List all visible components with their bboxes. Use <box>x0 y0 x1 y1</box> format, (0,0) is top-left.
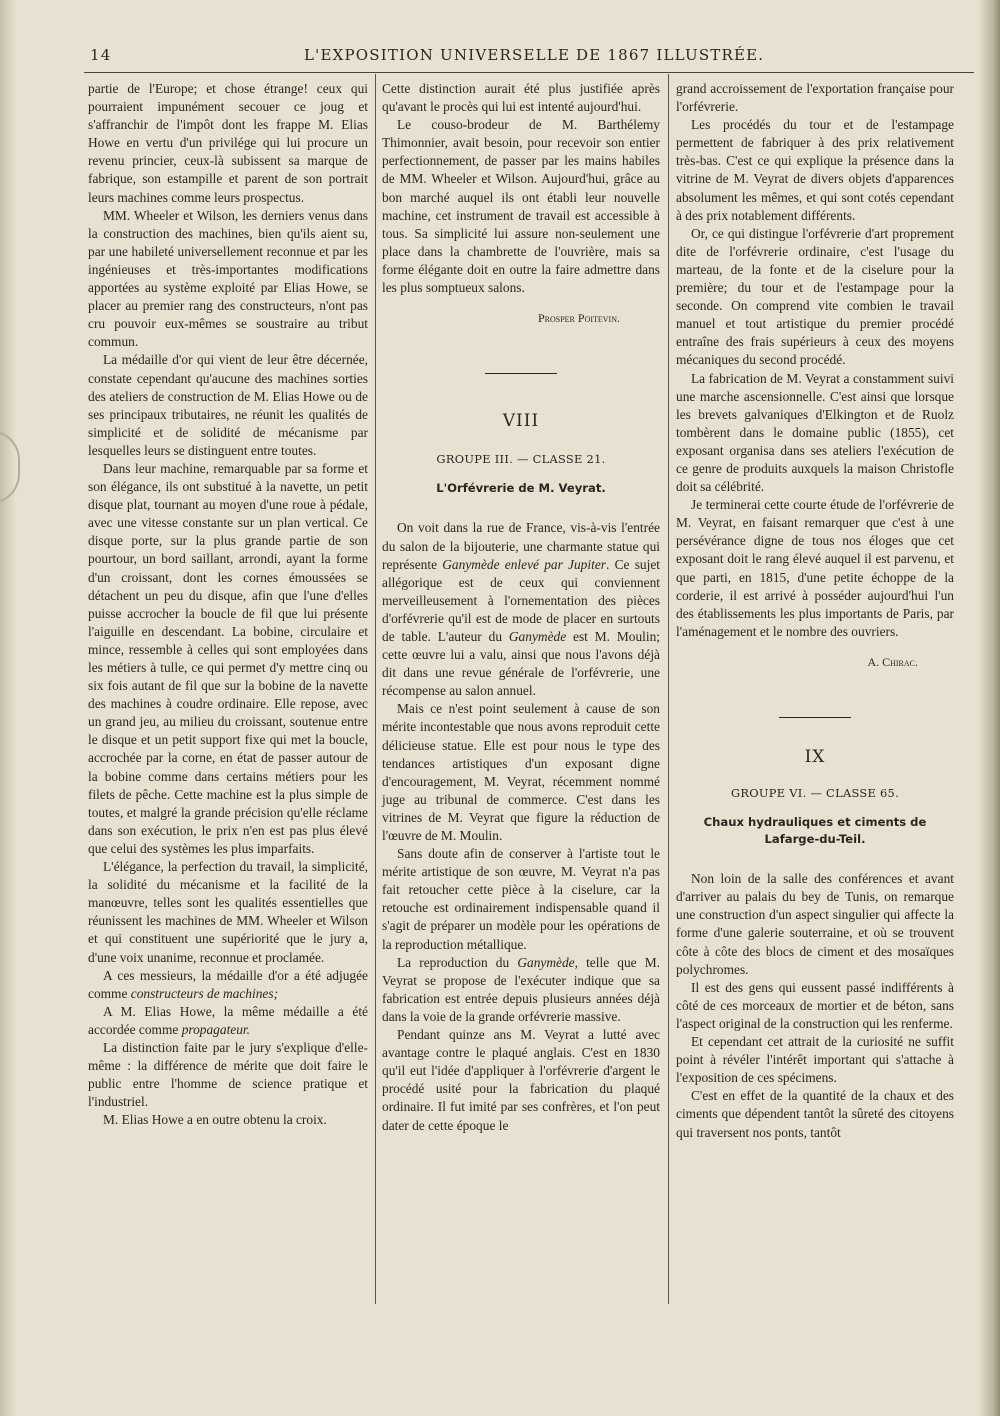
article-title: L'Orfévrerie de M. Veyrat. <box>436 481 606 496</box>
paragraph: Je terminerai cette courte étude de l'orfévrerie de M. Veyrat, en faisant remarquer que c'est à une persévérance digne de tous nos éloges que cet exposant doit le rang élevé auquel il est parvenu, et que parti, en 1815, d'une petite échoppe de la corderie, il est arrivé à posséder aujourd'hui l'un des établissements les plus importants de Paris, par l'aménagement et le nombre des ouvriers. <box>676 497 954 639</box>
paragraph <box>382 519 660 700</box>
paragraph: La distinction faite par le jury s'explique d'elle-même : la différence de mérite que doit faire le public entre l'homme de science pratique et l'industriel. <box>88 1039 368 1110</box>
text-run: On voit dans la rue de France, vis-à-vis l'entrée du salon de la bijouterie, une charmante statue qui représente <box>382 520 660 572</box>
author-signature: Prosper Poitevin. <box>537 311 620 326</box>
italic-run: Ganymède enlevé par Jupiter <box>442 556 606 572</box>
column-1 <box>88 80 368 1129</box>
article-title: Chaux hydrauliques et ciments de Lafarge-du-Teil. <box>703 815 927 847</box>
paragraph: Et cependant cet attrait de la curiosité ne suffit point à révéler l'intérêt important qui s'attache à l'exposition de ces spécimens. <box>676 1034 954 1086</box>
text-run: La reproduction du <box>397 954 518 970</box>
binding-gutter <box>978 0 1000 1416</box>
paragraph <box>88 967 368 1003</box>
section-rule <box>779 717 851 718</box>
section-number: IX <box>804 747 826 767</box>
paragraph: Mais ce n'est point seulement à cause de son mérite incontestable que nous avons reproduit cette délicieuse statue. Elle est pour nous le type des tendances artistiques d'un exposant digne d'encouragement, M. Veyrat, récemment nommé juge au tribunal de commerce. C'est dans les vitrines de M. Veyrat que figure la réduction de l'œuvre de M. Moulin. <box>382 701 660 843</box>
author-signature: A. Chirac. <box>867 654 918 669</box>
text-run: , telle que M. Veyrat se propose de l'exécuter indique que sa fabrication est entrée depuis plusieurs années déjà dans la voie de la grande orfévrerie massive. <box>382 954 660 1024</box>
italic-run: constructeurs de machines; <box>130 985 279 1001</box>
italic-run: Ganymède <box>508 628 567 644</box>
group-class-heading: GROUPE III. — CLASSE 21. <box>436 452 606 467</box>
paragraph: Sans doute afin de conserver à l'artiste tout le mérite artistique de son œuvre, M. Veyrat n'a pas fait retoucher cette pièce à la ciselure, car la retouche est ordinairement indispensable quand il s'agit de préparer un modèle pour les opérations de la reproduction métallique. <box>382 846 660 952</box>
paragraph: C'est en effet de la quantité de la chaux et des ciments que dépendent tantôt la sûreté des citoyens qui traversent nos ponts, tantôt <box>676 1088 954 1140</box>
text-run: A M. Elias Howe, la même médaille a été accordée comme <box>88 1003 368 1037</box>
paragraph <box>382 954 660 1026</box>
paragraph: Les procédés du tour et de l'estampage permettent de fabriquer à des prix relativement très-bas. C'est ce qui explique la présence dans la vitrine de M. Veyrat de divers objets d'apparences absolument les mêmes, et qui sont cotés cependant à des prix notablement différents. <box>676 117 954 223</box>
paragraph: Le couso-brodeur de M. Barthélemy Thimonnier, avait besoin, pour recevoir son entier perfectionnement, de passer par les mains habiles de MM. Wheeler et Wilson. Aujourd'hui, grâce au bon marché auquel ils ont établi leur nouvelle machine, cet instrument de travail est accessible à tous. Sa simplicité lui assure non-seulement une place dans la chambrette de l'ouvrière, mais sa forme élégante doit en outre la faire admettre dans les plus somptueux salons. <box>382 117 660 296</box>
section-number: VIII <box>502 411 540 432</box>
paragraph: Dans leur machine, remarquable par sa forme et son élégance, ils ont substitué à la navette, un petit disque plat, tournant au moyen d'une roue à pédale, avec une vitesse constante sur un plan vertical. Ce disque porte, sur la plus grande partie de son pourtour, un bord saillant, arrondi, ayant la forme d'un croissant, dont les cornes émoussées se détachent un peu du disque, afin que l'une d'elles puisse accrocher la boucle de fil que lui présente l'aiguille en descendant. La bobine, circulaire et mince, ressemble à celles qui sont employées dans les métiers à tulle, ce qui permet d'y mettre cinq ou six fois autant de fil que sur la bobine de la navette des machines à coudre ordinaire. Elle repose, avec un grand jeu, au milieu du croissant, soutenue entre le disque et un petit support fixe qui met la boucle, accrochée par la corne, en état de passer autour de la bobine comme dans certains métiers pour les filets de pêche. Cette machine est la plus simple de toutes, et malgré la grande précision qu'elle réclame dans son exécution, le prix n'en est pas plus élevé que celui des systèmes les plus imparfaits. <box>88 460 368 856</box>
paragraph: La fabrication de M. Veyrat a constamment suivi une marche ascensionnelle. C'est ainsi que lorsque les brevets galvaniques d'Elkington et de Ruolz tombèrent dans le domaine public (1855), cet exposant organisa dans ses ateliers l'exécution de ce genre de produits auxquels la maison Christofle doit sa célébrité. <box>676 370 954 495</box>
italic-run: propagateur. <box>181 1021 251 1037</box>
paragraph: MM. Wheeler et Wilson, les derniers venus dans la construction des machines, bien qu'ils aient su, par une habileté universellement reconnue et par les ingénieuses et très-importantes modifications apportées au système exploité par Elias Howe, se placer au premier rang des constructeurs, n'ont pas cru pouvoir eux-mêmes se soustraire au tribut commun. <box>88 207 368 350</box>
paragraph: partie de l'Europe; et chose étrange! ceux qui pourraient impunément secouer ce joug et s'affranchir de l'impôt dont les frappe M. Elias Howe en vertu d'un privilége qui lui procure un revenu princier, ceux-là subissent sa marque de fabrique, son estampille et parent de son portrait leurs machines comme leurs prospectus. <box>88 81 368 205</box>
text-run: A ces messieurs, la médaille d'or a été adjugée comme <box>88 967 368 1001</box>
paragraph: Pendant quinze ans M. Veyrat a lutté avec avantage contre le plaqué anglais. C'est en 1830 qu'il eut l'idée d'appliquer à l'orfévrerie d'argent le procédé usité pour la fabrication du plaqué ordinaire. Il fut imité par ses confrères, et l'on peut dater de cette époque le <box>382 1027 660 1133</box>
italic-run: Ganymède <box>517 954 575 970</box>
paragraph: Cette distinction aurait été plus justifiée après qu'avant le procès qui lui est intenté aujourd'hui. <box>382 81 660 115</box>
group-class-heading: GROUPE VI. — CLASSE 65. <box>730 786 900 801</box>
column-divider-2 <box>668 74 669 1304</box>
running-header <box>90 46 975 70</box>
page-edge-shadow <box>0 0 16 1416</box>
header-rule <box>84 72 974 73</box>
publication-title: L'EXPOSITION UNIVERSELLE DE 1867 ILLUSTRÉE. <box>304 46 765 64</box>
text-run: est M. Moulin; cette œuvre lui a valu, ainsi que nous l'avons déjà dit dans une revue générale de l'orfévrerie, une récompense au salon annuel. <box>382 628 661 699</box>
page-number: 14 <box>90 46 112 64</box>
paragraph: La médaille d'or qui vient de leur être décernée, constate cependant qu'aucune des machines sorties des ateliers de construction de M. Elias Howe ou de ses principaux tributaires, ne réunit les qualités de simplicité et de solidité de mécanisme par lesquelles leurs se distinguent entre toutes. <box>88 352 368 458</box>
paragraph: Il est des gens qui eussent passé indifférents à côté de ces morceaux de mortier et de béton, sans l'aspect original de la construction qui les renferme. <box>676 979 954 1031</box>
paragraph: Non loin de la salle des conférences et avant d'arriver au palais du bey de Tunis, on remarque une construction d'un aspect singulier qui affecte la forme d'une galerie souterraine, et où se trouvent côte à côte des blocs de ciment et des mosaïques polychromes. <box>676 871 954 977</box>
paragraph <box>88 1003 368 1039</box>
paragraph: Or, ce qui distingue l'orfévrerie d'art proprement dite de l'orfévrerie ordinaire, c'est l'usage du marteau, de la fonte et de la ciselure pour la première; du tour et de l'estampage pour la seconde. On comprend vite combien le travail manuel et tout artistique du premier procédé entraîne des frais supérieurs à ceux des moyens mécaniques du second procédé. <box>676 225 954 368</box>
binding-hole <box>0 430 20 504</box>
column-3 <box>676 80 954 1142</box>
paragraph: grand accroissement de l'exportation française pour l'orfévrerie. <box>676 81 954 115</box>
section-rule <box>485 373 557 374</box>
text-run: . Ce sujet allégorique est de ceux qui conviennent merveilleusement à l'ornementation des pièces d'orfévrerie qu'il est de mode de placer en surtouts de table. L'auteur du <box>382 556 660 644</box>
paragraph: M. Elias Howe a en outre obtenu la croix. <box>103 1112 327 1128</box>
column-divider-1 <box>375 74 376 1304</box>
paragraph: L'élégance, la perfection du travail, la simplicité, la solidité du mécanisme et la facilité de la manœuvre, telles sont les qualités essentielles que réunissent les machines de MM. Wheeler et Wilson et qui constituent une supériorité que le jury a, d'une voix unanime, reconnue et proclamée. <box>88 859 368 965</box>
column-2 <box>382 80 660 1135</box>
